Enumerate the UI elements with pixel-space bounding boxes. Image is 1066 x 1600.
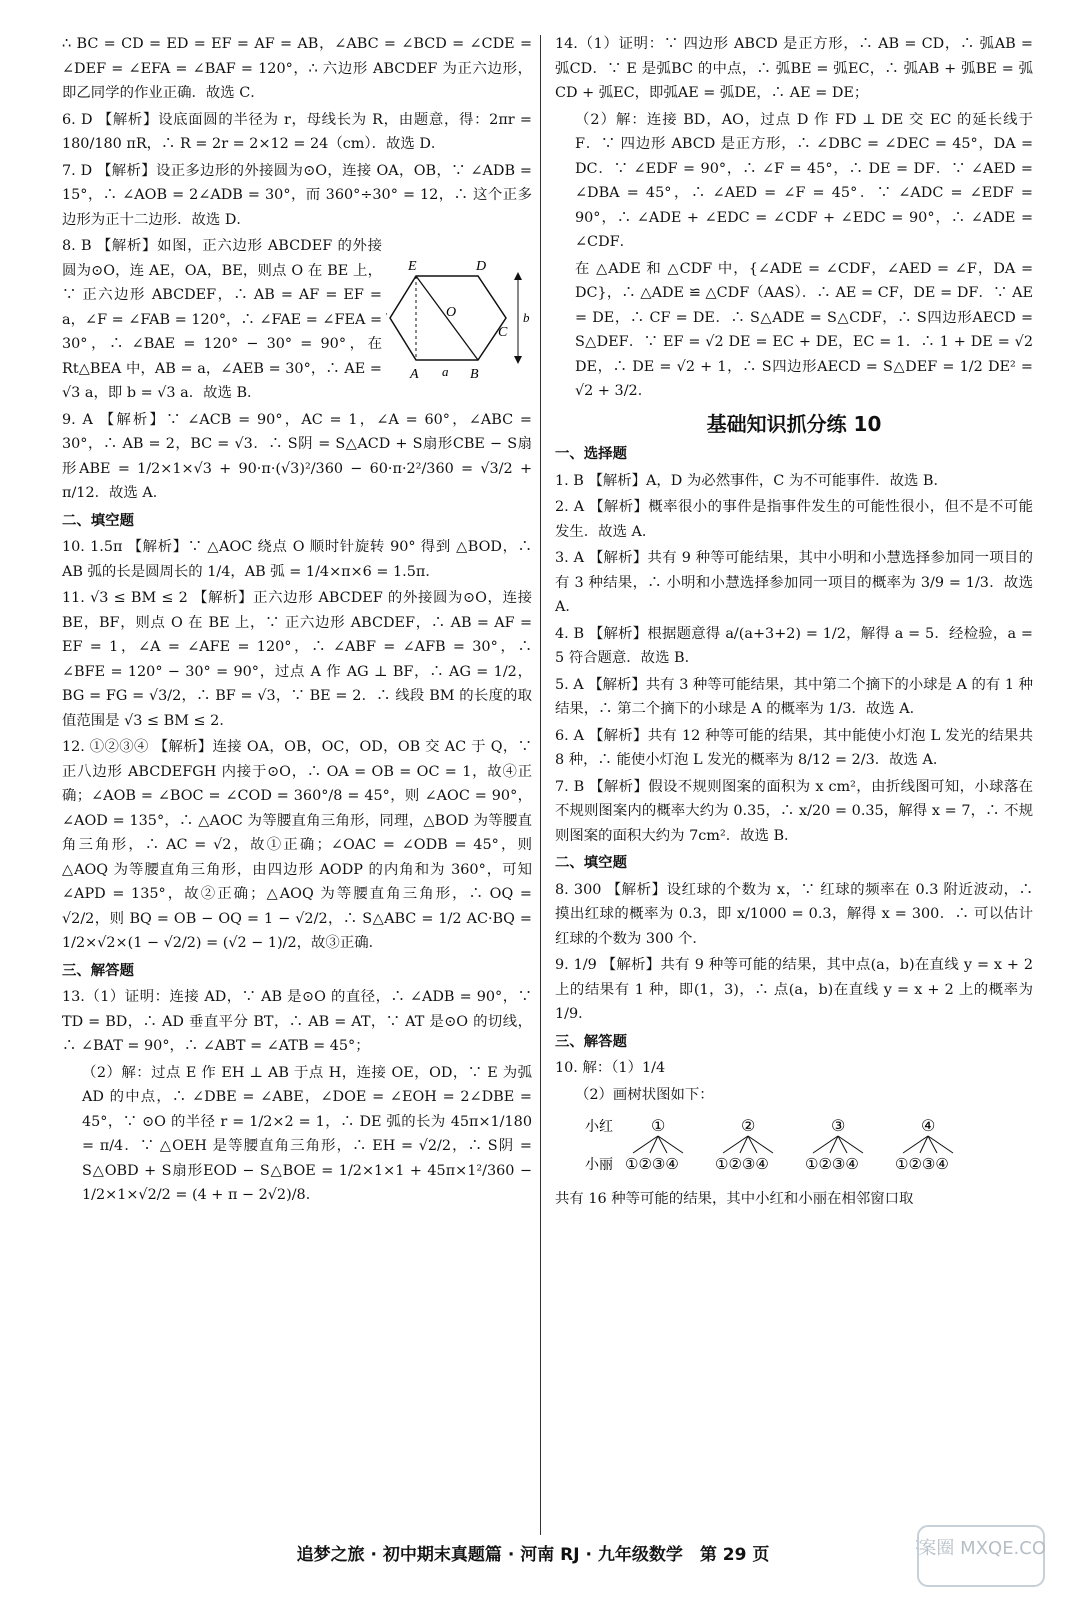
label-D: D	[476, 259, 487, 274]
page-footer: 追梦之旅 · 初中期末真题篇 · 河南 RJ · 九年级数学 第 29 页	[296, 1545, 770, 1565]
tree-top-4: ④	[921, 1116, 936, 1135]
label-F	[386, 311, 387, 326]
left-item-1: 6. D 【解析】设底面圆的半径为 r，母线长为 R，由题意，得：2πr = 180/180 πR，∴ R = 2r = 2×12 = 24（cm）．故选 D．	[62, 111, 532, 152]
label-E: E	[408, 259, 417, 274]
tree-row1-label: 小红	[585, 1119, 613, 1135]
right-section-1: 一、选择题	[555, 445, 627, 462]
right-item-2: 在 △ADE 和 △CDF 中，{∠ADE = ∠CDF，∠AED = ∠F，DA = DC}，∴ △ADE ≌ △CDF（AAS）．∴ AE = CF，DE = DF．∵ AE = DE，∴ CF = DE．∴ S△ADE = S△CDF，∴ S四边形AECD = S△DEF．∵ EF = √2 DE = EC + DE，EC = 1．∴ 1 + DE = √2 DE，∴ DE = √2 + 1，∴ S四边形AECD = S△DEF = 1/2 DE² = √2 + 3/2．	[575, 260, 1033, 399]
right-item3-0: 10. 解：（1）1/4	[555, 1060, 666, 1076]
right-item1-5: 6. A 【解析】共有 12 种等可能的结果，其中能使小灯泡 L 发光的结果共 8 种，∴ 能使小灯泡 L 发光的概率为 8/12 = 2/3．故选 A．	[555, 727, 1033, 768]
right-item1-3: 4. B 【解析】根据题意得 a/(a+3+2) = 1/2，解得 a = 5．经检验，a = 5 符合题意．故选 B．	[555, 625, 1033, 666]
label-C: C	[498, 325, 508, 340]
right-item2-1: 9. 1/9 【解析】共有 9 种等可能的结果，其中点(a，b)在直线 y = x + 2 上的结果有 1 种，即(1，3)，∴ 点(a，b)在直线 y = x + 2 上的概率为 1/9．	[555, 957, 1033, 1022]
tree-branches	[633, 1136, 953, 1153]
tree-top-2: ②	[741, 1116, 756, 1135]
right-item1-0: 1. B 【解析】A，D 为必然事件，C 为不可能事件．故选 B．	[555, 472, 948, 489]
right-item2-0: 8. 300 【解析】设红球的个数为 x，∵ 红球的频率在 0.3 附近波动，∴ 摸出红球的概率为 0.3，即 x/1000 = 0.3，解得 x = 300．∴ 可以估计红球的个数为 300 个．	[555, 881, 1033, 947]
right-last-line: 共有 16 种等可能的结果，其中小红和小丽在相邻窗口取	[555, 1191, 914, 1207]
left-item-0: ∴ BC = CD = ED = EF = AF = AB，∠ABC = ∠BCD = ∠CDE = ∠DEF = ∠EFA = ∠BAF = 120°，∴ 六边形 ABCDEF 为正六边形，即乙同学的作业正确．故选 C．	[62, 36, 532, 101]
tree-bottom-1: ①②③④	[625, 1155, 679, 1173]
right-item1-4: 5. A 【解析】共有 3 种等可能结果，其中第二个摘下的小球是 A 的有 1 种结果，∴ 第二个摘下的小球是 A 的概率为 1/3．故选 A．	[555, 676, 1033, 717]
tree-bottom-3: ①②③④	[805, 1155, 859, 1173]
left-item-2: 7. D 【解析】设正多边形的外接圆为⊙O，连接 OA，OB，∵ ∠ADB = 15°，∴ ∠AOB = 2∠ADB = 30°，而 360°÷30° = 12，∴ 这个正多边形为正十二边形．故选 D．	[62, 162, 532, 228]
right-item-1: （2）解：连接 BD，AO，过点 D 作 FD ⊥ DE 交 EC 的延长线于 F．∵ 四边形 ABCD 是正方形，∴ ∠DBC = ∠DEC = 45°，DA = DC．∵ ∠EDF = 90°，∴ ∠F = 45°，∴ DE = DF．∵ ∠AED = ∠DBA = 45°，∴ ∠AED = ∠F = 45°．∵ ∠ADC = ∠EDF = 90°，∴ ∠ADE + ∠EDC = ∠CDF + ∠EDC = 90°，∴ ∠ADE = ∠CDF．	[575, 111, 1033, 250]
right-item-0: 14.（1）证明：∵ 四边形 ABCD 是正方形，∴ AB = CD，∴ 弧AB = 弧CD．∵ E 是弧BC 的中点，∴ 弧BE = 弧EC，∴ 弧AB + 弧BE = 弧CD + 弧EC，即弧AE = 弧DE，∴ AE = DE；	[555, 36, 1033, 101]
tree-top-1: ①	[651, 1116, 666, 1135]
left-column	[62, 32, 532, 1210]
watermark-logo	[916, 1524, 1046, 1588]
right-column	[555, 32, 1033, 1214]
label-A: A	[410, 367, 419, 382]
watermark-text: 案圈 MXQE.CO	[918, 1538, 1046, 1559]
label-O: O	[446, 305, 457, 320]
left-section-3: 三、解答题	[62, 961, 134, 979]
section-title: 基础知识抓分练 10	[706, 411, 882, 436]
tree-svg	[555, 1111, 1025, 1183]
left-section-2: 二、填空题	[62, 511, 134, 529]
right-item1-1: 2. A 【解析】概率很小的事件是指事件发生的可能性很小，但不是不可能发生．故选 A．	[555, 499, 1033, 540]
tree-diagram	[555, 1111, 1033, 1183]
left-item2-1: 11. √3 ≤ BM ≤ 2 【解析】正六边形 ABCDEF 的外接圆为⊙O，连接 BE，BF，则点 O 在 BE 上，∵ 正六边形 ABCDEF，∴ AB = AF = EF = 1，∠A = ∠AFE = 120°，∴ ∠ABF = ∠AFB = 30°，∴ ∠BFE = 120° − 30° = 90°，过点 A 作 AG ⊥ BF，∴ AG = 1/2，BG = FG = √3/2，∴ BF = √3，∵ BE = 2．∴ 线段 BM 的长度的取值范围是 √3 ≤ BM ≤ 2．	[62, 590, 532, 729]
watermark-svg	[916, 1524, 1046, 1588]
tree-row2-label: 小丽	[585, 1157, 613, 1173]
tree-bottom-4: ①②③④	[895, 1155, 949, 1173]
left-item-3: 8. B 【解析】如图，正六边形 ABCDEF 的外接圆为⊙O，连 AE，OA，BE，则点 O 在 BE 上，∵ 正六边形 ABCDEF，∴ AB = AF = EF = a，∠F = ∠FAB = 120°，∴ ∠FAE = ∠FEA = 30°，∴ ∠BAE = 120° − 30° = 90°，在 Rt△BEA 中，AB = a，∠AEB = 30°，∴ AE = √3 a，即 b = √3 a．故选 B．	[62, 238, 382, 401]
left-item2-2: 12. ①②③④ 【解析】连接 OA，OB，OC，OD，OB 交 AC 于 Q，∵ 正八边形 ABCDEFGH 内接于⊙O，∴ OA = OB = OC = 1，故④正确；∠AOB = ∠BOC = ∠COD = 360°/8 = 45°，则 ∠AOC = 90°，∠AOD = 135°，∴ △AOC 为等腰直角三角形，同理，△BOD 为等腰直角三角形，∴ AC = √2，故①正确；∠OAC = ∠ODB = 45°，则 △AOQ 为等腰直角三角形，由四边形 AODP 的内角和为 360°，可知 ∠APD = 135°，故②正确；△AOQ 为等腰直角三角形，∴ OQ = √2/2，则 BQ = OB − OQ = 1 − √2/2，∴ S△ABC = 1/2 AC·BQ = 1/2×√2×(1 − √2/2) = (√2 − 1)/2，故③正确．	[62, 739, 532, 951]
label-a: a	[442, 364, 449, 379]
hexagon-diagram	[386, 256, 536, 386]
tree-bottom-2: ①②③④	[715, 1155, 769, 1173]
left-item3-1: （2）解：过点 E 作 EH ⊥ AB 于点 H，连接 OE，OD，∵ E 为弧 AD 的中点，∴ ∠DBE = ∠ABE，∠DOE = ∠EOH = 2∠DBE = 45°，∵ ⊙O 的半径 r = 1/2×2 = 1，∴ DE 弧的长为 45π×1/180 = π/4．∵ △OEH 是等腰直角三角形，∴ EH = √2/2，∴ S阴 = S△OBD + S扇形EOD − S△BOE = 1/2×1×1 + 45π×1²/360 − 1/2×1×√2/2 = (4 + π − 2√2)/8．	[82, 1064, 532, 1203]
label-b: b	[523, 310, 530, 325]
left-item3-0: 13.（1）证明：连接 AD，∵ AB 是⊙O 的直径，∴ ∠ADB = 90°，∵ TD = BD，∴ AD 垂直平分 BT，∴ AB = AT，∵ AT 是⊙O 的切线，∴ ∠BAT = 90°，∴ ∠ABT = ∠ATB = 45°；	[62, 989, 532, 1054]
right-item1-2: 3. A 【解析】共有 9 种等可能结果，其中小明和小慧选择参加同一项目的有 3 种结果，∴ 小明和小慧选择参加同一项目的概率为 3/9 = 1/3．故选 A．	[555, 550, 1033, 615]
tree-top-3: ③	[831, 1116, 846, 1135]
hexagon-figure	[386, 256, 536, 386]
left-item2-0: 10. 1.5π 【解析】∵ △AOC 绕点 O 顺时针旋转 90° 得到 △BOD，∴ AB 弧的长是圆周长的 1/4，AB 弧 = 1/4×π×6 = 1.5π．	[62, 539, 532, 580]
right-item1-6: 7. B 【解析】假设不规则图案的面积为 x cm²，由折线图可知，小球落在不规则图案内的概率大约为 0.35，∴ x/20 = 0.35，解得 x = 7，∴ 不规则图案的面积大约为 7cm²．故选 B．	[555, 778, 1033, 844]
right-section-2: 二、填空题	[555, 854, 627, 871]
label-B: B	[470, 367, 479, 382]
right-item3-1: （2）画树状图如下：	[575, 1086, 714, 1103]
column-divider	[540, 35, 541, 1535]
left-item-4: 9. A 【解析】∵ ∠ACB = 90°，AC = 1，∠A = 60°，∠ABC = 30°，∴ AB = 2，BC = √3．∴ S阴 = S△ACD + S扇形CBE − S扇形ABE = 1/2×1×√3 + 90·π·(√3)²/360 − 60·π·2²/360 = √3/2 + π/12．故选 A．	[62, 411, 532, 501]
right-section-3: 三、解答题	[555, 1032, 627, 1050]
